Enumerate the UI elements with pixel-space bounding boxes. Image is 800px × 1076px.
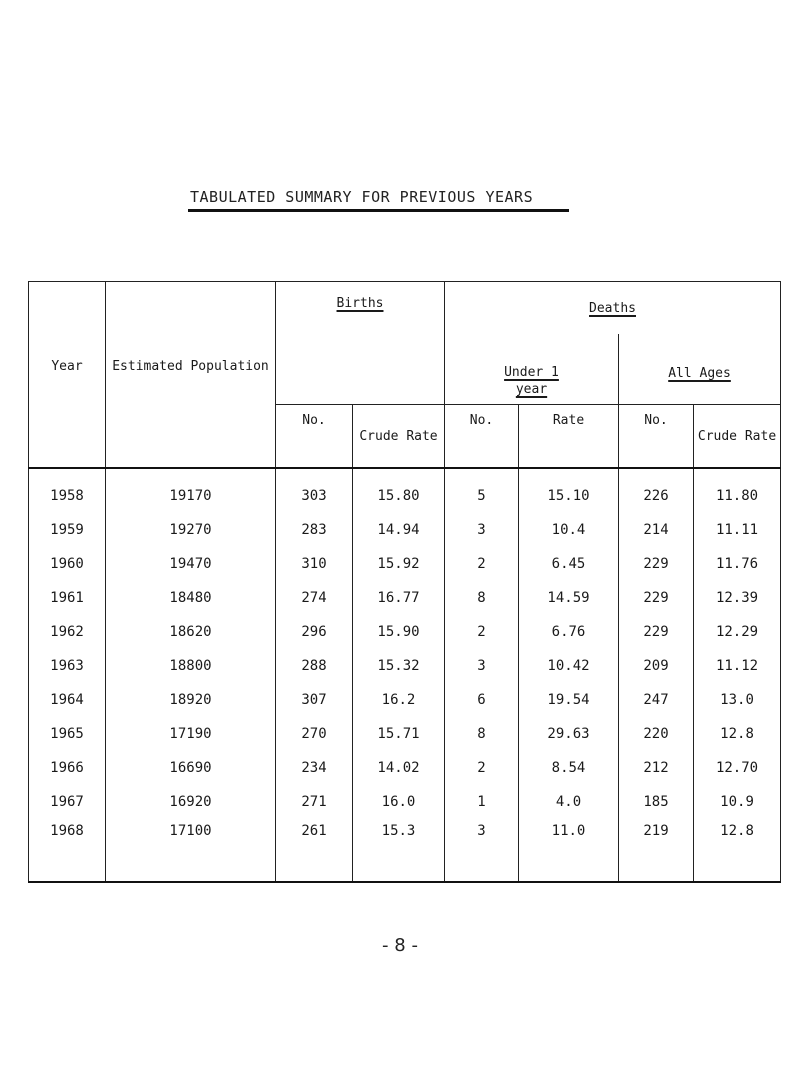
table-row <box>29 649 781 683</box>
cell-under1-rate: 14.59 <box>519 581 619 615</box>
cell-population: 17190 <box>106 717 276 751</box>
cell-births-rate: 14.94 <box>353 513 445 547</box>
cell-year: 1966 <box>29 751 106 785</box>
cell-births-rate: 15.32 <box>353 649 445 683</box>
cell-births-no: 303 <box>276 468 353 513</box>
cell-population: 16690 <box>106 751 276 785</box>
cell-all-rate: 12.70 <box>694 751 781 785</box>
cell-under1-no: 3 <box>445 649 519 683</box>
header-under1-rate: Rate <box>519 405 619 469</box>
header-births-crude-rate: Crude Rate <box>353 405 445 469</box>
table-row <box>29 751 781 785</box>
cell-all-no: 214 <box>619 513 694 547</box>
cell-all-rate: 11.80 <box>694 468 781 513</box>
cell-all-no: 226 <box>619 468 694 513</box>
page-number: - 8 - <box>382 935 418 956</box>
cell-population: 19270 <box>106 513 276 547</box>
cell-births-rate: 16.2 <box>353 683 445 717</box>
cell-population: 18800 <box>106 649 276 683</box>
cell-under1-no: 5 <box>445 468 519 513</box>
cell-all-no: 212 <box>619 751 694 785</box>
table-row <box>29 468 781 513</box>
header-all-ages-no: No. <box>619 405 694 469</box>
cell-all-no: 247 <box>619 683 694 717</box>
cell-under1-no: 3 <box>445 513 519 547</box>
cell-under1-rate: 6.76 <box>519 615 619 649</box>
cell-all-rate: 10.9 <box>694 785 781 819</box>
cell-under1-rate: 11.0 <box>519 819 619 882</box>
header-deaths: Deaths <box>445 282 781 335</box>
table-row <box>29 683 781 717</box>
header-all-ages-crude-rate: Crude Rate <box>694 405 781 469</box>
cell-under1-rate: 6.45 <box>519 547 619 581</box>
table-row <box>29 819 781 882</box>
cell-population: 19470 <box>106 547 276 581</box>
cell-all-rate: 11.11 <box>694 513 781 547</box>
cell-births-rate: 15.80 <box>353 468 445 513</box>
cell-year: 1962 <box>29 615 106 649</box>
header-all-ages: All Ages <box>619 334 781 405</box>
cell-births-no: 283 <box>276 513 353 547</box>
header-births-no: No. <box>276 405 353 469</box>
cell-births-rate: 15.92 <box>353 547 445 581</box>
cell-births-no: 307 <box>276 683 353 717</box>
cell-all-no: 219 <box>619 819 694 882</box>
table-row <box>29 547 781 581</box>
cell-under1-rate: 29.63 <box>519 717 619 751</box>
cell-under1-no: 8 <box>445 717 519 751</box>
cell-under1-no: 1 <box>445 785 519 819</box>
cell-births-rate: 16.0 <box>353 785 445 819</box>
cell-all-no: 209 <box>619 649 694 683</box>
table-row <box>29 513 781 547</box>
cell-all-rate: 12.8 <box>694 717 781 751</box>
cell-all-no: 185 <box>619 785 694 819</box>
cell-births-no: 274 <box>276 581 353 615</box>
cell-year: 1964 <box>29 683 106 717</box>
cell-population: 19170 <box>106 468 276 513</box>
cell-all-rate: 12.8 <box>694 819 781 882</box>
cell-population: 18620 <box>106 615 276 649</box>
summary-table-body <box>29 468 781 882</box>
cell-year: 1958 <box>29 468 106 513</box>
cell-year: 1960 <box>29 547 106 581</box>
cell-year: 1961 <box>29 581 106 615</box>
cell-under1-no: 2 <box>445 547 519 581</box>
cell-population: 17100 <box>106 819 276 882</box>
table-row <box>29 717 781 751</box>
cell-under1-rate: 10.42 <box>519 649 619 683</box>
table-row <box>29 615 781 649</box>
cell-under1-no: 2 <box>445 615 519 649</box>
header-births: Births <box>276 282 445 405</box>
cell-births-rate: 16.77 <box>353 581 445 615</box>
cell-all-no: 220 <box>619 717 694 751</box>
summary-table <box>28 281 781 883</box>
title-underline <box>188 209 569 212</box>
table-row <box>29 785 781 819</box>
cell-under1-no: 3 <box>445 819 519 882</box>
cell-births-rate: 14.02 <box>353 751 445 785</box>
page-title: TABULATED SUMMARY FOR PREVIOUS YEARS <box>190 188 534 206</box>
cell-under1-rate: 19.54 <box>519 683 619 717</box>
cell-under1-no: 8 <box>445 581 519 615</box>
cell-all-rate: 12.29 <box>694 615 781 649</box>
cell-all-rate: 11.12 <box>694 649 781 683</box>
cell-population: 16920 <box>106 785 276 819</box>
header-under1-no: No. <box>445 405 519 469</box>
cell-year: 1967 <box>29 785 106 819</box>
cell-births-no: 271 <box>276 785 353 819</box>
cell-under1-rate: 15.10 <box>519 468 619 513</box>
header-under-1-year: Under 1 year <box>445 334 619 405</box>
cell-population: 18480 <box>106 581 276 615</box>
cell-births-no: 296 <box>276 615 353 649</box>
cell-under1-rate: 10.4 <box>519 513 619 547</box>
cell-all-rate: 11.76 <box>694 547 781 581</box>
cell-under1-no: 6 <box>445 683 519 717</box>
header-year: Year <box>29 282 106 469</box>
cell-births-no: 310 <box>276 547 353 581</box>
cell-all-no: 229 <box>619 547 694 581</box>
table-row <box>29 581 781 615</box>
cell-under1-rate: 4.0 <box>519 785 619 819</box>
cell-all-no: 229 <box>619 615 694 649</box>
cell-all-rate: 13.0 <box>694 683 781 717</box>
cell-year: 1963 <box>29 649 106 683</box>
cell-year: 1965 <box>29 717 106 751</box>
cell-births-rate: 15.90 <box>353 615 445 649</box>
cell-all-no: 229 <box>619 581 694 615</box>
cell-year: 1968 <box>29 819 106 882</box>
cell-births-no: 288 <box>276 649 353 683</box>
cell-births-no: 270 <box>276 717 353 751</box>
cell-under1-no: 2 <box>445 751 519 785</box>
cell-births-rate: 15.3 <box>353 819 445 882</box>
cell-all-rate: 12.39 <box>694 581 781 615</box>
header-population: Estimated Population <box>106 282 276 469</box>
cell-births-rate: 15.71 <box>353 717 445 751</box>
cell-year: 1959 <box>29 513 106 547</box>
cell-population: 18920 <box>106 683 276 717</box>
cell-under1-rate: 8.54 <box>519 751 619 785</box>
cell-births-no: 234 <box>276 751 353 785</box>
cell-births-no: 261 <box>276 819 353 882</box>
